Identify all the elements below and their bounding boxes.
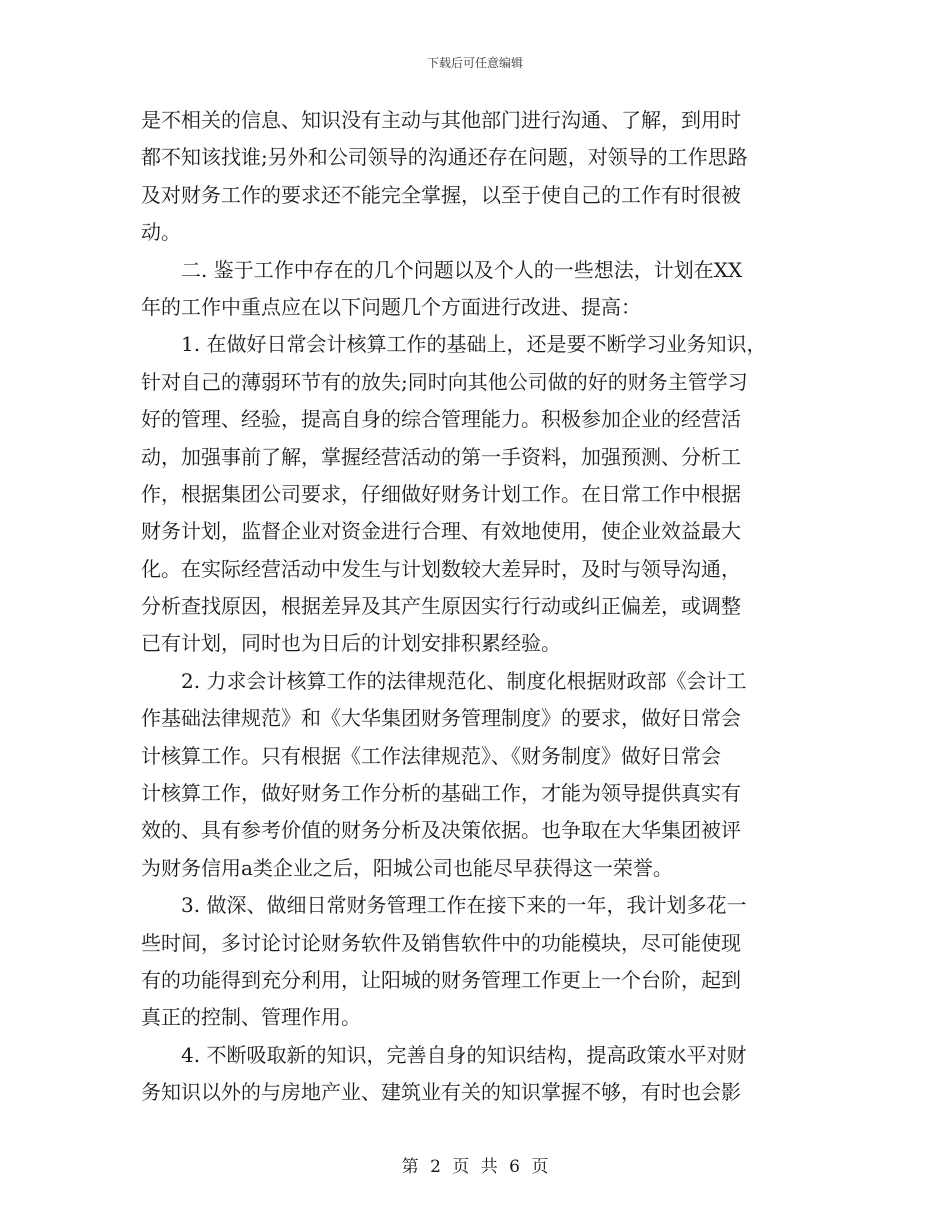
text-line: 2. 力求会计核算工作的法律规范化、制度化根据财政部《会计工	[181, 668, 747, 693]
text-line: 有的功能得到充分利用，让阳城的财务管理工作更上一个台阶，起到	[141, 967, 741, 992]
text-line: 作，根据集团公司要求，仔细做好财务计划工作。在日常工作中根据	[141, 481, 741, 506]
text-line: 都不知该找谁;另外和公司领导的沟通还存在问题，对领导的工作思路	[141, 145, 748, 170]
text-line: 4. 不断吸取新的知识，完善自身的知识结构，提高政策水平对财	[181, 1042, 747, 1067]
page-footer: 第 2 页 共 6 页	[401, 1157, 549, 1177]
text-line: 务知识以外的与房地产业、建筑业有关的知识掌握不够，有时也会影	[141, 1080, 741, 1105]
text-line: 二. 鉴于工作中存在的几个问题以及个人的一些想法，计划在XX	[181, 257, 743, 282]
text-line: 年的工作中重点应在以下问题几个方面进行改进、提高：	[141, 294, 641, 319]
text-line: 3. 做深、做细日常财务管理工作在接下来的一年，我计划多花一	[181, 893, 747, 918]
text-line: 化。在实际经营活动中发生与计划数较大差异时，及时与领导沟通，	[141, 556, 741, 581]
text-line: 些时间，多讨论讨论财务软件及销售软件中的功能模块，尽可能使现	[141, 930, 741, 955]
text-line: 动，加强事前了解，掌握经营活动的第一手资料，加强预测、分析工	[141, 444, 741, 469]
text-line: 计核算工作，做好财务工作分析的基础工作，才能为领导提供真实有	[141, 781, 741, 806]
page-header: 下载后可任意编辑	[426, 56, 523, 70]
text-line: 及对财务工作的要求还不能完全掌握，以至于使自己的工作有时很被	[141, 182, 741, 207]
text-line: 财务计划，监督企业对资金进行合理、有效地使用，使企业效益最大	[141, 519, 741, 544]
text-line: 效的、具有参考价值的财务分析及决策依据。也争取在大华集团被评	[141, 818, 741, 843]
text-line: 作基础法律规范》和《大华集团财务管理制度》的要求，做好日常会	[141, 706, 741, 731]
document-body	[141, 102, 813, 1112]
text-line: 分析查找原因，根据差异及其产生原因实行行动或纠正偏差，或调整	[141, 594, 741, 619]
text-line: 已有计划，同时也为日后的计划安排积累经验。	[141, 631, 561, 656]
text-line: 针对自己的薄弱环节有的放失;同时向其他公司做的好的财务主管学习	[141, 369, 748, 394]
text-line: 1. 在做好日常会计核算工作的基础上，还是要不断学习业务知识，	[181, 332, 767, 357]
text-line: 为财务信用a类企业之后，阳城公司也能尽早获得这一荣誉。	[141, 855, 673, 880]
text-line: 好的管理、经验，提高自身的综合管理能力。积极参加企业的经营活	[141, 407, 741, 432]
text-line: 计核算工作。只有根据《工作法律规范》、《财务制度》做好日常会	[141, 743, 721, 768]
text-line: 动。	[141, 220, 181, 245]
text-line: 是不相关的信息、知识没有主动与其他部门进行沟通、了解，到用时	[141, 108, 741, 132]
text-line: 真正的控制、管理作用。	[141, 1005, 361, 1030]
